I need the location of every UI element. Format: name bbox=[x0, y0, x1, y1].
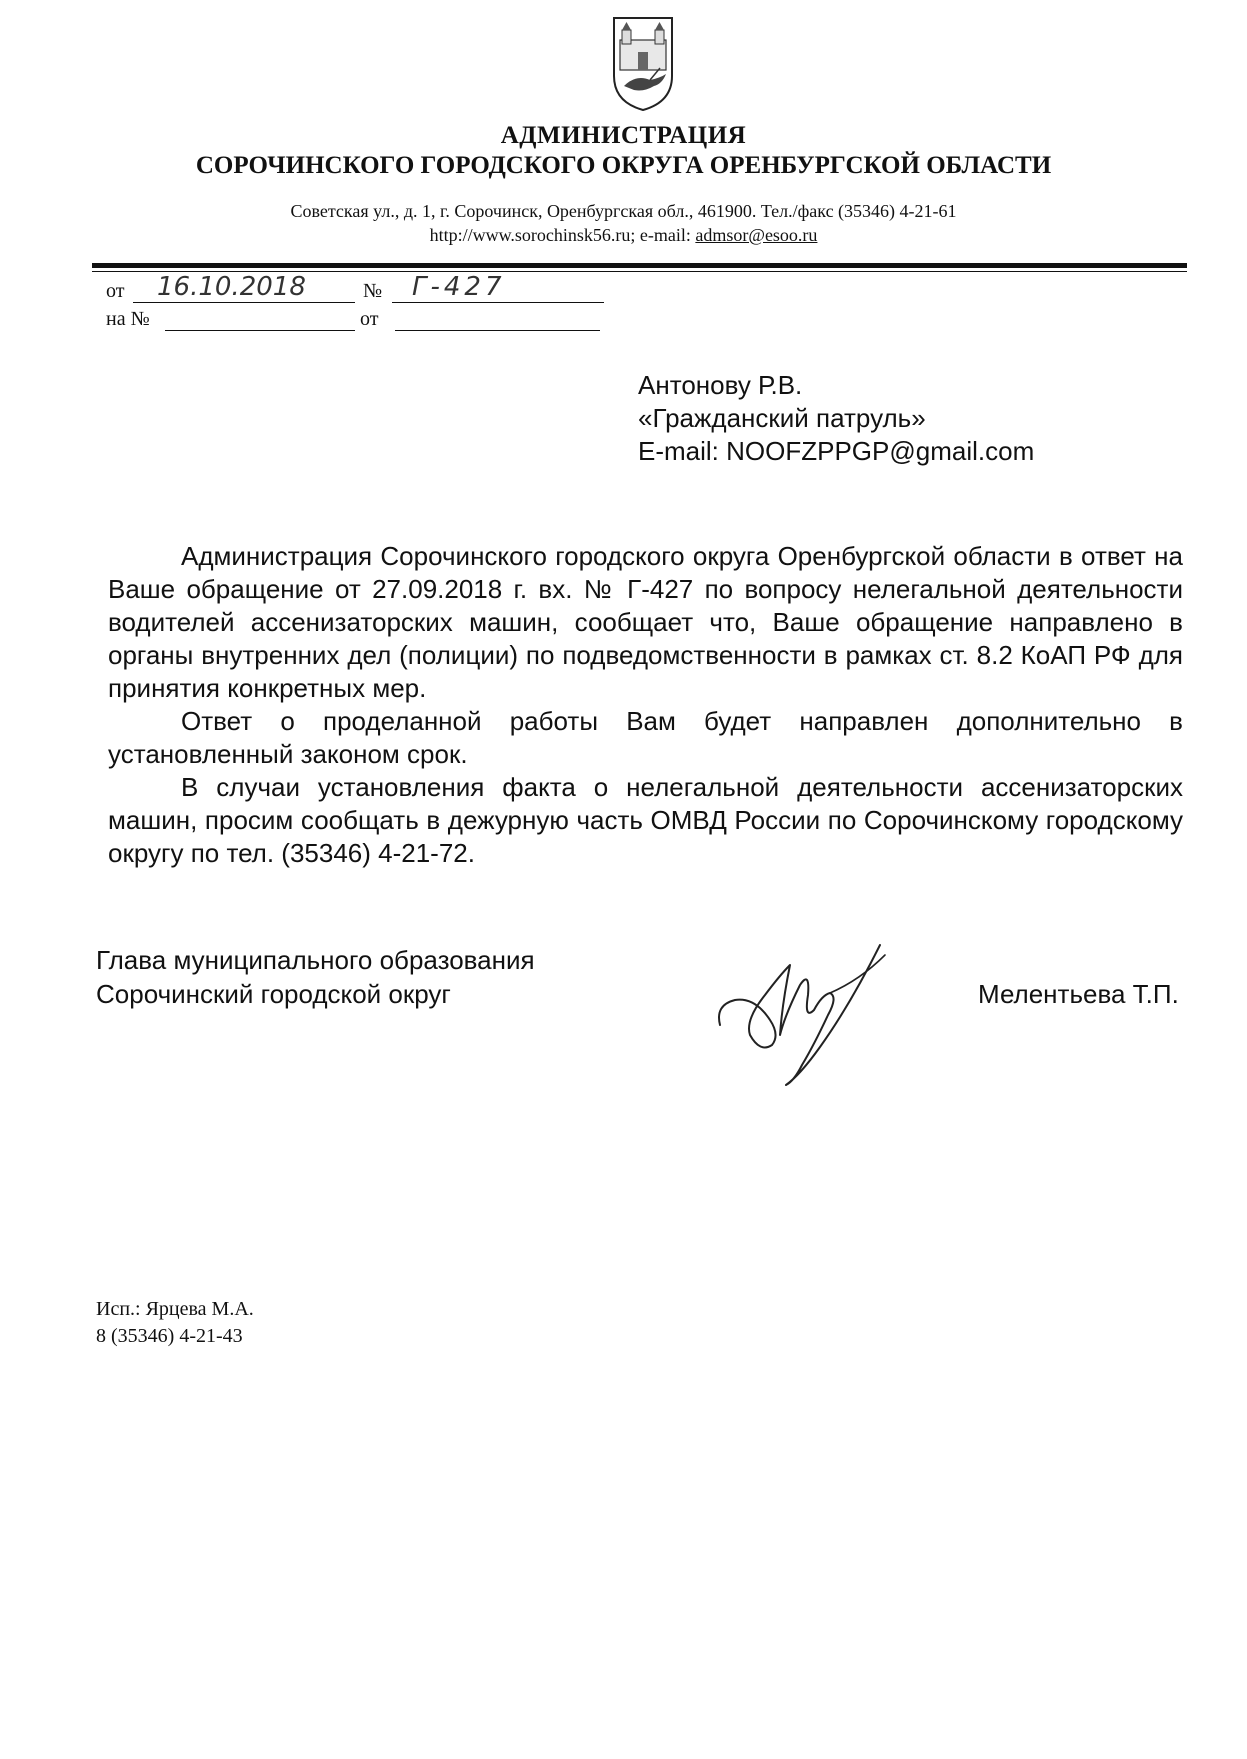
reply-from-label: от bbox=[360, 308, 379, 330]
organization-contacts bbox=[0, 225, 1247, 246]
coat-of-arms-emblem bbox=[610, 14, 676, 114]
body-paragraph: Ответ о проделанной работы Вам будет направлен дополнительно в установленный законом срок. bbox=[108, 706, 1183, 769]
signatory-position-line1: Глава муниципального образования bbox=[96, 945, 535, 975]
organization-address: Советская ул., д. 1, г. Сорочинск, Оренбургская обл., 461900. Тел./факс (35346) 4-21-61 bbox=[290, 201, 957, 221]
addressee-name: Антонову Р.В. bbox=[638, 370, 803, 400]
header-divider-thick bbox=[92, 263, 1187, 268]
body-paragraph: В случаи установления факта о нелегальной деятельности ассенизаторских машин, просим сообщать в дежурную часть ОМВД России по Сорочинскому городскому округу по тел. (35346) 4-21-72. bbox=[108, 772, 1183, 868]
executor-name: Исп.: Ярцева М.А. bbox=[96, 1298, 254, 1320]
organization-title: АДМИНИСТРАЦИЯ bbox=[500, 122, 747, 149]
website-text: http://www.sorochinsk56.ru; e-mail: bbox=[429, 225, 696, 245]
email-link[interactable]: admsor@esoo.ru bbox=[695, 225, 818, 245]
number-field[interactable] bbox=[392, 272, 604, 303]
letter-body bbox=[108, 540, 1183, 870]
body-paragraph: Администрация Сорочинского городского округа Оренбургской области в ответ на Ваше обращение от 27.09.2018 г. вх. № Г-427 по вопросу нелегальной деятельности водителей ассенизаторских машин, сообщает что, Ваше обращение направлено в органы внутренних дел (полиции) по подведомственности в рамках ст. 8.2 КоАП РФ для принятия конкретных мер. bbox=[108, 541, 1183, 703]
date-field[interactable] bbox=[133, 272, 355, 303]
in-reply-label: на № bbox=[106, 308, 150, 330]
signatory-name: Мелентьева Т.П. bbox=[978, 979, 1179, 1009]
handwritten-signature bbox=[710, 925, 910, 1095]
addressee-organization: «Гражданский патруль» bbox=[638, 403, 926, 433]
reply-date-field[interactable] bbox=[395, 306, 600, 331]
number-handwritten: Г-427 bbox=[412, 272, 506, 302]
executor-phone: 8 (35346) 4-21-43 bbox=[96, 1325, 243, 1347]
number-label: № bbox=[363, 280, 383, 302]
date-handwritten: 16.10.2018 bbox=[157, 272, 306, 302]
from-label: от bbox=[106, 280, 125, 302]
signatory-position-line2: Сорочинский городской округ bbox=[96, 979, 451, 1009]
organization-subtitle: СОРОЧИНСКОГО ГОРОДСКОГО ОКРУГА ОРЕНБУРГСКОЙ ОБЛАСТИ bbox=[195, 152, 1052, 179]
addressee-email: E-mail: NOOFZPPGP@gmail.com bbox=[638, 436, 1035, 466]
in-reply-number-field[interactable] bbox=[165, 306, 355, 331]
